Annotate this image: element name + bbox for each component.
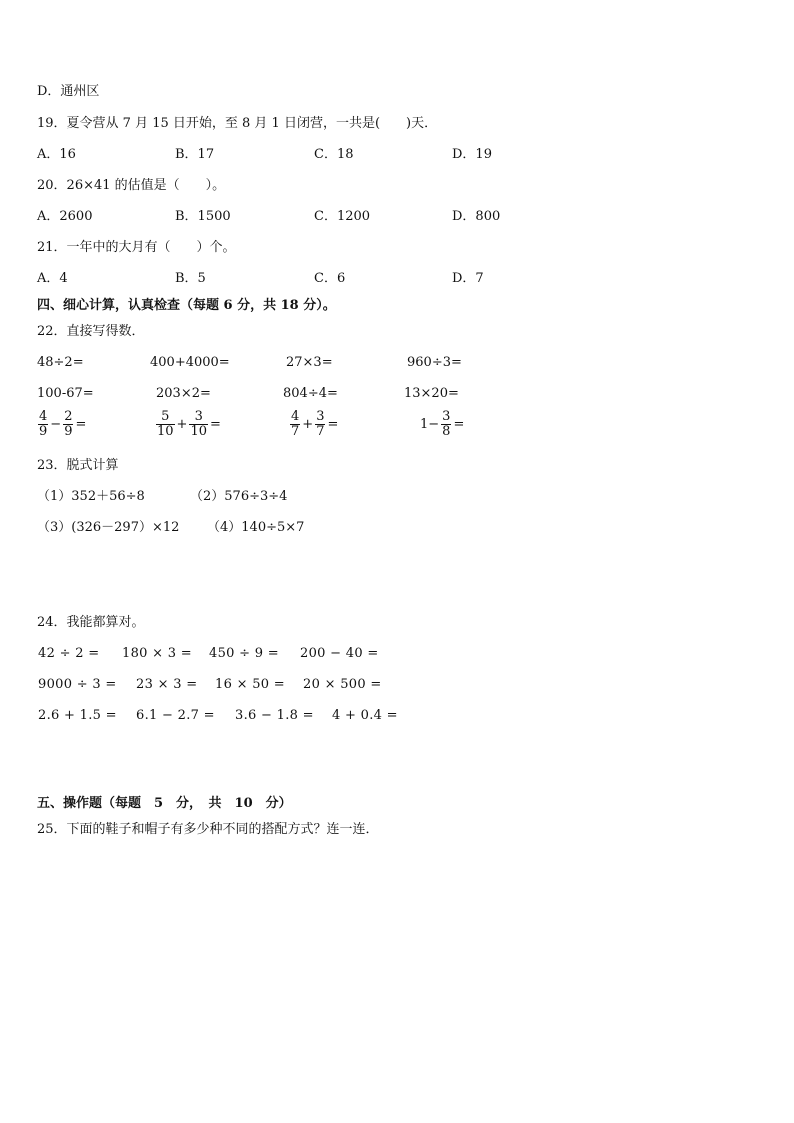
numerator: 4	[39, 409, 48, 424]
fraction	[189, 410, 208, 439]
q22-fraction-expr-4	[419, 410, 465, 439]
fraction	[38, 410, 48, 439]
denominator: 9	[39, 424, 48, 439]
q22-stem: 22．直接写得数．	[37, 324, 145, 339]
q24-row3-item: 4 + 0.4 =	[332, 708, 398, 723]
q22-row2-item: 804÷4=	[283, 386, 338, 401]
q22-row1-item: 400+4000=	[150, 355, 230, 370]
denominator: 10	[157, 424, 174, 439]
q22-row1-item: 27×3=	[286, 355, 333, 370]
denominator: 10	[190, 424, 207, 439]
q24-row2-item: 9000 ÷ 3 =	[38, 677, 117, 692]
q23-item-2: （2）576÷3÷4	[190, 489, 288, 504]
q24-row2-item: 20 × 500 =	[303, 677, 382, 692]
equals: =	[210, 417, 221, 432]
equals: =	[453, 417, 465, 432]
q19-stem: 19．夏令营从 7 月 15 日开始，至 8 月 1 日闭营，一共是( )天．	[37, 116, 438, 131]
q20-option-c: C．1200	[314, 209, 371, 224]
q22-fraction-expr-2	[156, 410, 222, 439]
fraction	[441, 410, 451, 439]
q21-option-c: C．6	[314, 271, 346, 286]
q20-option-a: A．2600	[37, 209, 93, 224]
q22-row1-item: 48÷2=	[37, 355, 84, 370]
q22-fraction-expr-3	[290, 410, 339, 439]
q23-item-1: （1）352＋56÷8	[37, 489, 145, 504]
q21-option-d: D．7	[452, 271, 484, 286]
q21-stem: 21．一年中的大月有（ ）个。	[37, 240, 236, 255]
operator: −	[50, 417, 62, 432]
q24-row3-item: 2.6 + 1.5 =	[38, 708, 117, 723]
q23-item-3: （3）(326－297）×12	[37, 520, 180, 535]
q24-stem: 24．我能都算对。	[37, 615, 145, 630]
q19-option-a: A．16	[37, 147, 76, 162]
q24-row2-item: 23 × 3 =	[136, 677, 198, 692]
numerator: 3	[189, 410, 208, 425]
equals: =	[327, 417, 339, 432]
q22-row2-item: 13×20=	[404, 386, 459, 401]
equals: =	[75, 417, 87, 432]
q23-item-4: （4）140÷5×7	[207, 520, 305, 535]
numerator: 2	[64, 409, 73, 424]
q25-stem: 25．下面的鞋子和帽子有多少种不同的搭配方式？连一连．	[37, 822, 379, 837]
q22-row2-item: 203×2=	[156, 386, 211, 401]
q24-row1-item: 42 ÷ 2 =	[38, 646, 100, 661]
q19-option-c: C．18	[314, 147, 354, 162]
q19-option-d: D．19	[452, 147, 492, 162]
q21-option-b: B．5	[175, 271, 206, 286]
numerator: 5	[156, 410, 175, 425]
q20-option-d: D．800	[452, 209, 501, 224]
numerator: 3	[442, 409, 451, 424]
q21-option-a: A．4	[37, 271, 68, 286]
q24-row1-item: 450 ÷ 9 =	[209, 646, 279, 661]
lead-term: 1−	[420, 417, 440, 432]
q20-stem: 20．26×41 的估值是（ ）。	[37, 178, 226, 193]
fraction	[63, 410, 73, 439]
q20-option-b: B．1500	[175, 209, 231, 224]
fraction	[315, 410, 325, 439]
operator: +	[176, 417, 188, 432]
denominator: 7	[316, 424, 325, 439]
q24-row1-item: 180 × 3 =	[122, 646, 192, 661]
denominator: 8	[442, 424, 451, 439]
q22-row1-item: 960÷3=	[407, 355, 462, 370]
q19-option-b: B．17	[175, 147, 215, 162]
q18-option-d: D．通州区	[37, 84, 100, 99]
numerator: 4	[291, 409, 300, 424]
q24-row1-item: 200 − 40 =	[300, 646, 379, 661]
q22-fraction-expr-1	[38, 410, 87, 439]
denominator: 9	[64, 424, 73, 439]
q23-stem: 23．脱式计算	[37, 458, 119, 473]
section5-title: 五、操作题（每题 5 分， 共 10 分）	[37, 796, 292, 811]
q24-row3-item: 3.6 − 1.8 =	[235, 708, 314, 723]
fraction	[156, 410, 175, 439]
operator: +	[302, 417, 314, 432]
q22-row2-item: 100-67=	[37, 386, 94, 401]
fraction	[290, 410, 300, 439]
q24-row3-item: 6.1 − 2.7 =	[136, 708, 215, 723]
denominator: 7	[291, 424, 300, 439]
q24-row2-item: 16 × 50 =	[215, 677, 285, 692]
section4-title: 四、细心计算，认真检查（每题 6 分，共 18 分）。	[37, 298, 336, 313]
numerator: 3	[316, 409, 325, 424]
